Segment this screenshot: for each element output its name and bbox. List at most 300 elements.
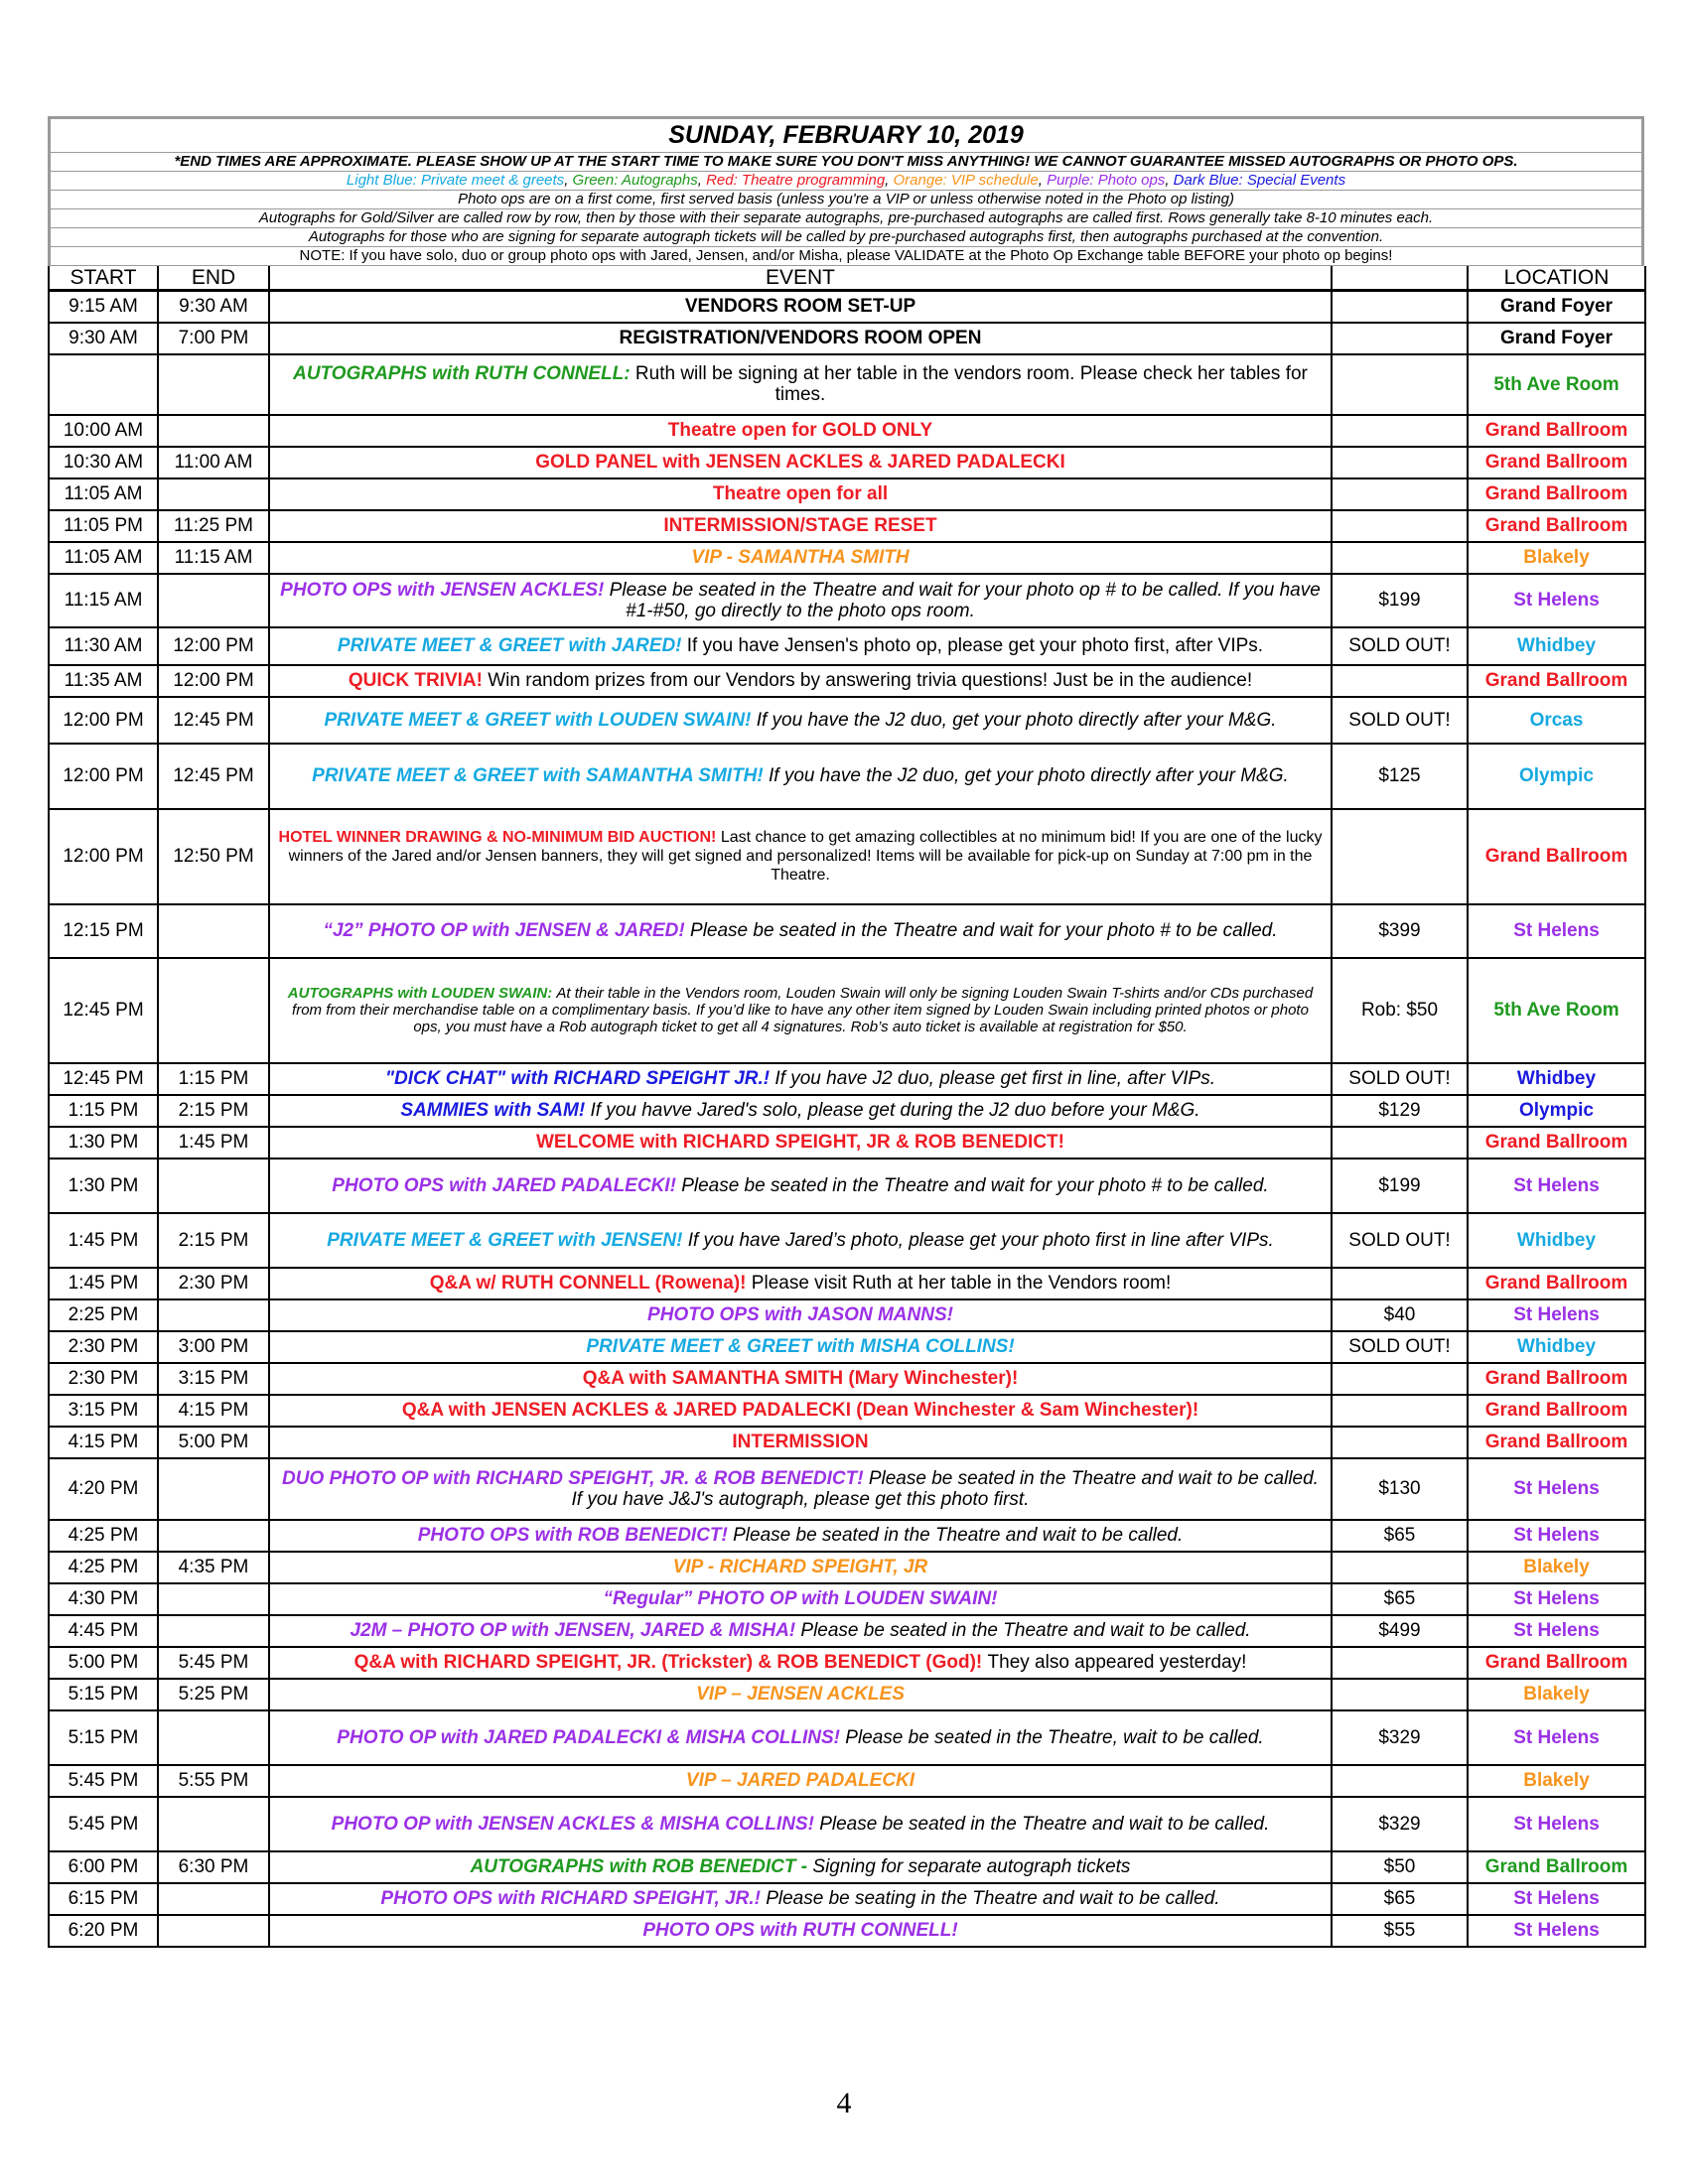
event-cell [269,1268,1332,1299]
table-row [49,958,1645,1063]
event-segment: PHOTO OPS with JARED PADALECKI! [332,1174,682,1196]
location: Grand Ballroom [1468,1127,1645,1159]
event-segment: Please visit Ruth at her table in the Vendors room! [751,1273,1172,1294]
table-row [49,1299,1645,1331]
end-time: 6:30 PM [158,1851,269,1883]
location: St Helens [1468,1710,1645,1765]
start-time: 6:15 PM [49,1883,158,1915]
location: Grand Ballroom [1468,1363,1645,1395]
event-segment: PHOTO OPS with JASON MANNS! [647,1304,953,1325]
event-cell [269,1915,1332,1947]
event-segment: If you havve Jared's solo, please get during the J2 duo before your M&G. [590,1100,1200,1121]
end-time: 4:35 PM [158,1552,269,1583]
event-segment: Win random prizes from our Vendors by answering trivia questions! Just be in the audience! [488,670,1253,691]
event-segment: Ruth will be signing at her table in the vendors room. Please check her tables for times. [634,363,1308,405]
event-text [276,1230,1325,1251]
legend-item: Orange: VIP schedule [893,172,1039,189]
location: Grand Foyer [1468,323,1645,354]
table-row [49,1883,1645,1915]
event-text [276,1273,1325,1294]
price: $199 [1332,574,1468,627]
price [1332,1268,1468,1299]
start-time: 5:15 PM [49,1679,158,1710]
location: Orcas [1468,697,1645,744]
start-time [49,354,158,415]
start-time: 12:00 PM [49,697,158,744]
event-cell [269,665,1332,697]
table-row [49,1063,1645,1095]
event-cell [269,1797,1332,1851]
event-segment: PHOTO OPS with ROB BENEDICT! [417,1525,734,1546]
event-cell [269,1299,1332,1331]
location: Grand Ballroom [1468,809,1645,904]
start-time: 11:05 PM [49,510,158,542]
price: $65 [1332,1883,1468,1915]
end-time [158,904,269,958]
event-text [276,1557,1325,1577]
location: Whidbey [1468,1331,1645,1363]
end-time: 3:15 PM [158,1363,269,1395]
start-time: 1:30 PM [49,1159,158,1213]
price [1332,1765,1468,1797]
start-time: 5:45 PM [49,1797,158,1851]
end-time: 12:50 PM [158,809,269,904]
note-separate-autographs: Autographs for those who are signing for separate autograph tickets will be called by pre-purchased autographs first, then autographs purchased at the convention. [51,228,1641,247]
event-segment: VENDORS ROOM SET-UP [684,296,916,318]
price: $399 [1332,904,1468,958]
event-segment: "DICK CHAT" with RICHARD SPEIGHT JR.! [385,1068,775,1089]
event-segment: Please be seated in the Theatre and wait for your photo op # to be called. If you have #1-#50, go directly to the photo ops room. [609,579,1321,621]
location: Grand Ballroom [1468,510,1645,542]
start-time: 4:20 PM [49,1458,158,1520]
location: Grand Ballroom [1468,1268,1645,1299]
event-cell [269,1851,1332,1883]
table-row [49,354,1645,415]
location: Grand Ballroom [1468,1395,1645,1427]
event-text [276,765,1325,786]
table-row [49,1458,1645,1520]
table-row [49,1095,1645,1127]
event-cell [269,1647,1332,1679]
table-row [49,665,1645,697]
note-photo-ops: Photo ops are on a first come, first served basis (unless you're a VIP or unless otherwise noted in the Photo op listing) [51,191,1641,209]
event-text [276,363,1325,405]
location: Grand Ballroom [1468,447,1645,478]
event-segment: Please be seated in the Theatre and wait to be called. [733,1525,1184,1546]
event-cell [269,1213,1332,1268]
event-segment: PHOTO OPS with JENSEN ACKLES! [280,579,610,601]
location: Grand Ballroom [1468,1851,1645,1883]
schedule-sheet [48,116,1644,1948]
column-header-price [1332,266,1468,291]
schedule-rows [49,291,1645,1947]
table-row [49,1363,1645,1395]
event-text [276,1588,1325,1609]
end-time: 11:15 AM [158,542,269,574]
color-legend [51,172,1641,191]
event-text [276,710,1325,731]
event-cell [269,1427,1332,1458]
page-number: 4 [836,2087,852,2119]
end-time: 5:00 PM [158,1427,269,1458]
event-segment: VIP – JENSEN ACKLES [696,1684,905,1705]
table-row [49,1427,1645,1458]
end-time [158,1883,269,1915]
end-time: 12:45 PM [158,697,269,744]
event-segment: PHOTO OPS with RICHARD SPEIGHT, JR.! [380,1888,767,1909]
event-segment: Please be seated in the Theatre, wait to be called. [845,1726,1264,1748]
event-segment: Please be seated in the Theatre and wait to be called. If you have J&J's autograph, please get this photo first. [571,1467,1319,1510]
table-row [49,697,1645,744]
note-gold-silver: Autographs for Gold/Silver are called row by row, then by those with their separate autographs, pre-purchased autographs are called first. Rows generally take 8-10 minutes each. [51,209,1641,228]
price: $329 [1332,1710,1468,1765]
table-row [49,1615,1645,1647]
start-time: 12:45 PM [49,1063,158,1095]
event-segment: Please be seated in the Theatre and wait to be called. [819,1813,1270,1835]
event-text [276,1368,1325,1389]
location: St Helens [1468,1915,1645,1947]
event-cell [269,447,1332,478]
table-row [49,478,1645,510]
column-header-event: EVENT [269,266,1332,291]
event-segment: VIP - RICHARD SPEIGHT, JR [672,1557,928,1577]
start-time: 1:45 PM [49,1268,158,1299]
table-row [49,627,1645,665]
start-time: 12:15 PM [49,904,158,958]
event-text [276,1920,1325,1941]
event-text [276,1652,1325,1673]
price: SOLD OUT! [1332,697,1468,744]
event-text [276,635,1325,656]
event-segment: Last chance to get amazing collectibles at no minimum bid! If you are one of the lucky winners of the Jared and/or Jensen banners, they will get signed and personalized! Items will be available for pick-up on Sunday at 7:00 pm in the Theatre. [288,829,1323,884]
start-time: 10:00 AM [49,415,158,447]
location: St Helens [1468,1615,1645,1647]
event-cell [269,1458,1332,1520]
price: SOLD OUT! [1332,627,1468,665]
event-cell [269,697,1332,744]
event-segment: At their table in the Vendors room, Louden Swain will only be signing Louden Swain T-shirts and/or CDs purchased from from their merchandise table on a complimentary basis. If you’d like to have any other item signed by Louden Swain including printed photos or photo ops, you must have a Rob autograph ticket to get all 4 signatures. Rob’s auto ticket is available at registration for $50. [292,985,1314,1035]
event-text [276,1525,1325,1546]
location: St Helens [1468,1299,1645,1331]
event-text [276,1684,1325,1705]
location: Blakely [1468,542,1645,574]
table-row [49,904,1645,958]
event-segment: Q&A w/ RUTH CONNELL (Rowena)! [429,1273,752,1294]
price [1332,542,1468,574]
end-time [158,1159,269,1213]
legend-item: Light Blue: Private meet & greets [346,172,565,189]
end-time [158,1458,269,1520]
end-time: 3:00 PM [158,1331,269,1363]
location: 5th Ave Room [1468,958,1645,1063]
event-segment: If you have Jensen's photo op, please get your photo first, after VIPs. [686,635,1264,656]
price [1332,291,1468,323]
price [1332,1395,1468,1427]
end-time [158,1520,269,1552]
price: $50 [1332,1851,1468,1883]
price: Rob: $50 [1332,958,1468,1063]
event-segment: PRIVATE MEET & GREET with LOUDEN SWAIN! [324,709,757,731]
start-time: 1:30 PM [49,1127,158,1159]
end-time: 1:15 PM [158,1063,269,1095]
end-time [158,1615,269,1647]
event-cell [269,323,1332,354]
disclaimer: *END TIMES ARE APPROXIMATE. PLEASE SHOW UP AT THE START TIME TO MAKE SURE YOU DON'T MISS ANYTHING! WE CANNOT GUARANTEE MISSED AUTOGRAPHS OR PHOTO OPS. [51,153,1641,172]
start-time: 11:05 AM [49,478,158,510]
validate-note: NOTE: If you have solo, duo or group photo ops with Jared, Jensen, and/or Misha, please VALIDATE at the Photo Op Exchange table BEFORE your photo op begins! [51,247,1641,266]
end-time [158,1710,269,1765]
price [1332,1363,1468,1395]
event-cell [269,1679,1332,1710]
event-segment: Theatre open for all [712,483,889,504]
event-segment: GOLD PANEL with JENSEN ACKLES & JARED PADALECKI [535,452,1065,473]
location: Grand Ballroom [1468,665,1645,697]
location: Whidbey [1468,627,1645,665]
column-header-start: START [49,266,158,291]
location: St Helens [1468,1458,1645,1520]
event-segment: QUICK TRIVIA! [348,670,489,691]
legend-separator: , [1038,172,1048,189]
end-time: 5:45 PM [158,1647,269,1679]
event-segment: “J2” PHOTO OP with JENSEN & JARED! [323,920,691,941]
location: Grand Ballroom [1468,478,1645,510]
table-header-row [49,266,1645,291]
event-segment: Please be seating in the Theatre and wait to be called. [766,1888,1220,1909]
table-row [49,809,1645,904]
table-row [49,1710,1645,1765]
end-time: 4:15 PM [158,1395,269,1427]
start-time: 4:30 PM [49,1583,158,1615]
location: St Helens [1468,904,1645,958]
price [1332,1127,1468,1159]
event-cell [269,415,1332,447]
start-time: 12:00 PM [49,809,158,904]
price: $65 [1332,1583,1468,1615]
end-time [158,478,269,510]
table-row [49,1765,1645,1797]
event-segment: DUO PHOTO OP with RICHARD SPEIGHT, JR. & ROB BENEDICT! [282,1467,869,1489]
event-cell [269,809,1332,904]
event-segment: Please be seated in the Theatre and wait for your photo # to be called. [681,1174,1269,1196]
event-segment: J2M – PHOTO OP with JENSEN, JARED & MISHA! [350,1620,801,1641]
table-row [49,510,1645,542]
location: 5th Ave Room [1468,354,1645,415]
event-segment: PRIVATE MEET & GREET with JARED! [337,635,687,656]
event-segment: Q&A with SAMANTHA SMITH (Mary Winchester)! [582,1368,1019,1389]
event-text [276,1400,1325,1421]
location: St Helens [1468,1159,1645,1213]
event-cell [269,1765,1332,1797]
legend-item: Purple: Photo ops [1047,172,1166,189]
legend-item: Red: Theatre programming [706,172,886,189]
event-text [276,985,1325,1035]
table-row [49,1851,1645,1883]
table-row [49,744,1645,809]
location: St Helens [1468,1883,1645,1915]
table-row [49,1395,1645,1427]
column-header-location: LOCATION [1468,266,1645,291]
price [1332,415,1468,447]
event-cell [269,1127,1332,1159]
price [1332,323,1468,354]
event-text [276,580,1325,621]
price [1332,1427,1468,1458]
event-text [276,1175,1325,1196]
price [1332,447,1468,478]
location: Grand Ballroom [1468,1427,1645,1458]
price: SOLD OUT! [1332,1063,1468,1095]
event-segment: Please be seated in the Theatre and wait for your photo # to be called. [690,920,1278,941]
event-cell [269,542,1332,574]
event-segment: SAMMIES with SAM! [400,1100,591,1121]
event-segment: AUTOGRAPHS with LOUDEN SWAIN: [287,985,557,1002]
event-text [276,670,1325,691]
price [1332,809,1468,904]
price: $329 [1332,1797,1468,1851]
start-time: 4:15 PM [49,1427,158,1458]
location: Grand Ballroom [1468,415,1645,447]
event-segment: PHOTO OPS with RUTH CONNELL! [642,1920,958,1941]
start-time: 5:00 PM [49,1647,158,1679]
location: Grand Ballroom [1468,1647,1645,1679]
location: Olympic [1468,1095,1645,1127]
event-cell [269,1583,1332,1615]
event-text [276,920,1325,941]
event-cell [269,1710,1332,1765]
event-text [276,1100,1325,1121]
event-text [276,1304,1325,1325]
table-row [49,1127,1645,1159]
start-time: 1:15 PM [49,1095,158,1127]
event-text [276,1068,1325,1089]
event-segment: INTERMISSION/STAGE RESET [663,515,937,536]
start-time: 11:05 AM [49,542,158,574]
event-cell [269,1552,1332,1583]
event-segment: PRIVATE MEET & GREET with SAMANTHA SMITH! [312,765,769,786]
start-time: 9:15 AM [49,291,158,323]
start-time: 11:15 AM [49,574,158,627]
start-time: 11:35 AM [49,665,158,697]
price: $55 [1332,1915,1468,1947]
end-time: 5:25 PM [158,1679,269,1710]
start-time: 11:30 AM [49,627,158,665]
end-time: 11:00 AM [158,447,269,478]
event-text [276,452,1325,473]
event-text [276,483,1325,504]
event-text [276,420,1325,441]
end-time [158,958,269,1063]
event-cell [269,1331,1332,1363]
event-segment: PRIVATE MEET & GREET with JENSEN! [327,1229,688,1251]
event-text [276,1132,1325,1153]
event-text [276,1432,1325,1452]
event-segment: Please be seated in the Theatre and wait to be called. [800,1620,1251,1641]
location: St Helens [1468,574,1645,627]
event-cell [269,354,1332,415]
price: SOLD OUT! [1332,1213,1468,1268]
event-segment: “Regular” PHOTO OP with LOUDEN SWAIN! [603,1588,998,1609]
event-text [276,1888,1325,1909]
event-text [276,547,1325,568]
price: $40 [1332,1299,1468,1331]
event-text [276,1814,1325,1835]
start-time: 2:25 PM [49,1299,158,1331]
end-time [158,1299,269,1331]
event-text [276,1770,1325,1791]
start-time: 4:25 PM [49,1552,158,1583]
price: $125 [1332,744,1468,809]
end-time: 12:45 PM [158,744,269,809]
end-time: 1:45 PM [158,1127,269,1159]
price [1332,1552,1468,1583]
start-time: 9:30 AM [49,323,158,354]
location: Whidbey [1468,1063,1645,1095]
page-title: SUNDAY, FEBRUARY 10, 2019 [51,119,1641,153]
event-cell [269,1520,1332,1552]
legend-item: Dark Blue: Special Events [1173,172,1346,189]
event-segment: Theatre open for GOLD ONLY [667,420,933,441]
table-row [49,542,1645,574]
event-segment: HOTEL WINNER DRAWING & NO-MINIMUM BID AUCTION! [278,829,721,846]
event-cell [269,744,1332,809]
end-time: 2:15 PM [158,1095,269,1127]
location: Grand Foyer [1468,291,1645,323]
event-cell [269,1883,1332,1915]
price: $129 [1332,1095,1468,1127]
location: Whidbey [1468,1213,1645,1268]
price [1332,1647,1468,1679]
legend-item: Green: Autographs [572,172,698,189]
event-segment: If you have Jared’s photo, please get your photo first in line after VIPs. [687,1229,1274,1251]
legend-separator: , [885,172,894,189]
location: St Helens [1468,1797,1645,1851]
event-cell [269,1363,1332,1395]
start-time: 2:30 PM [49,1363,158,1395]
location: Blakely [1468,1765,1645,1797]
table-row [49,323,1645,354]
start-time: 6:20 PM [49,1915,158,1947]
event-segment: If you have the J2 duo, get your photo directly after your M&G. [756,709,1277,731]
event-segment: PHOTO OP with JARED PADALECKI & MISHA COLLINS! [337,1726,846,1748]
end-time: 2:15 PM [158,1213,269,1268]
start-time: 4:25 PM [49,1520,158,1552]
legend-separator: , [564,172,573,189]
column-header-end: END [158,266,269,291]
event-text [276,1620,1325,1641]
location: Blakely [1468,1552,1645,1583]
event-text [276,1727,1325,1748]
event-segment: Signing for separate autograph tickets [812,1856,1131,1877]
table-row [49,447,1645,478]
end-time [158,1915,269,1947]
table-row [49,1915,1645,1947]
end-time [158,415,269,447]
end-time: 7:00 PM [158,323,269,354]
legend-separator: , [697,172,707,189]
event-text [276,1468,1325,1510]
location: Olympic [1468,744,1645,809]
event-segment: WELCOME with RICHARD SPEIGHT, JR & ROB BENEDICT! [535,1132,1064,1153]
end-time: 5:55 PM [158,1765,269,1797]
event-segment: Q&A with JENSEN ACKLES & JARED PADALECKI (Dean Winchester & Sam Winchester)! [401,1400,1199,1421]
location: St Helens [1468,1583,1645,1615]
event-cell [269,1395,1332,1427]
event-text [276,328,1325,348]
price: $499 [1332,1615,1468,1647]
table-row [49,1213,1645,1268]
event-cell [269,478,1332,510]
start-time: 4:45 PM [49,1615,158,1647]
